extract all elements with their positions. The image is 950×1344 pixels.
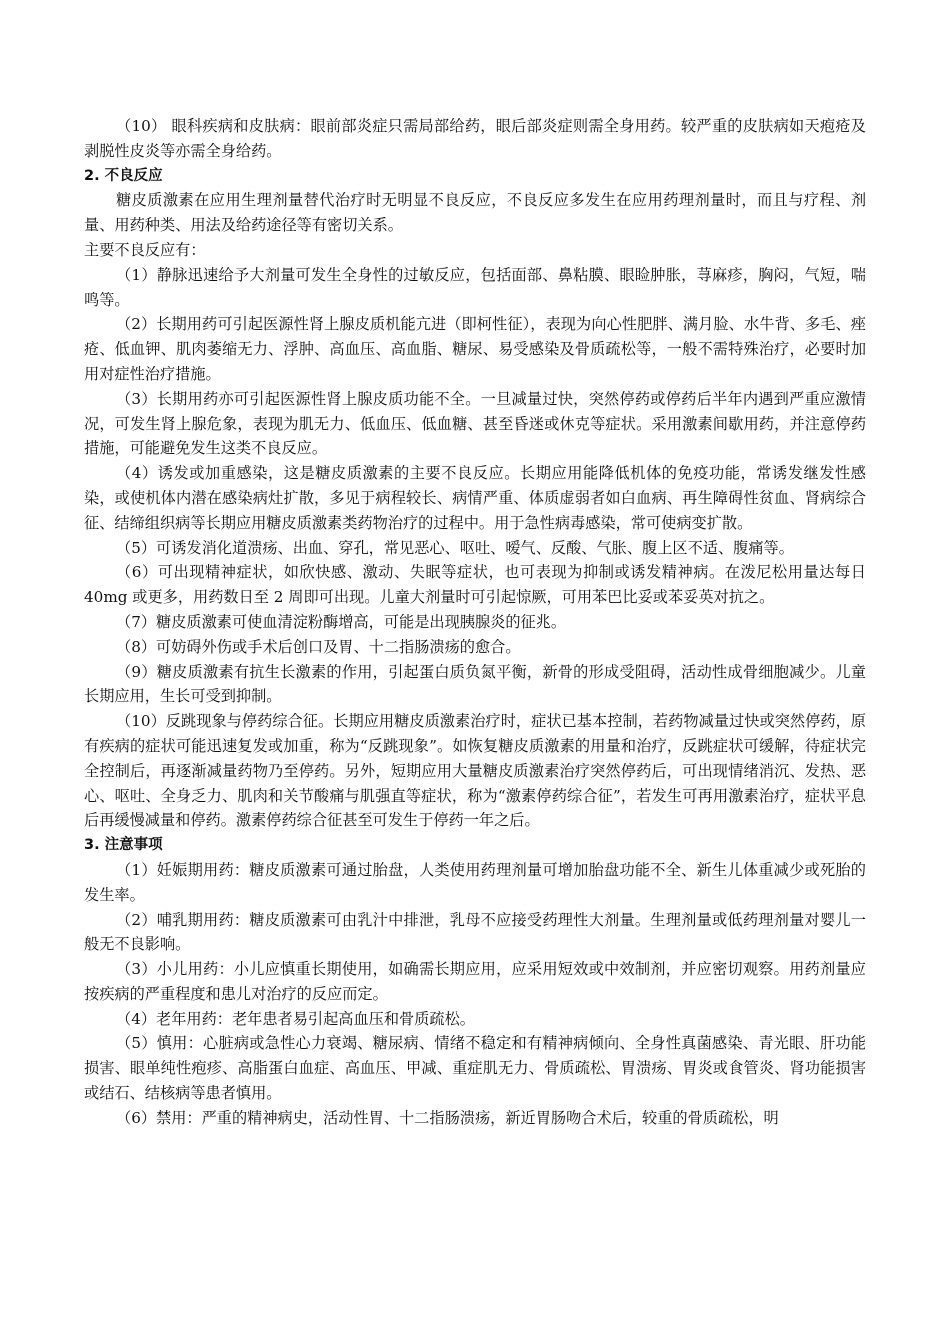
paragraph-adverse-lead: 主要不良反应有： [84,240,206,259]
adverse-item: （1）静脉迅速给予大剂量可发生全身性的过敏反应，包括面部、鼻粘膜、眼睑肿胀，荨麻疹，胸闷，气短，喘鸣等。 [84,265,866,309]
paragraph-adverse-intro: 糖皮质激素在应用生理剂量替代治疗时无明显不良反应，不良反应多发生在应用药理剂量时，而且与疗程、剂量、用药种类、用法及给药途径等有密切关系。 [84,191,866,235]
adverse-item: （4）诱发或加重感染，这是糖皮质激素的主要不良反应。长期应用能降低机体的免疫功能，常诱发继发性感染，或使机体内潜在感染病灶扩散，多见于病程较长、病情严重、体质虚弱者如白血病、再生障碍性贫血、肾病综合征、结缔组织病等长期应用糖皮质激素类药物治疗的过程中。用于急性病毒感染，常可使病变扩散。 [84,464,866,532]
adverse-item: （3）长期用药亦可引起医源性肾上腺皮质功能不全。一旦减量过快，突然停药或停药后半年内遇到严重应激情况，可发生肾上腺危象，表现为肌无力、低血压、低血糖、甚至昏迷或休克等症状。采用激素间歇用药，并注意停药措施，可能避免发生这类不良反应。 [84,389,866,458]
adverse-item: （8）可妨碍外伤或手术后创口及胃、十二指肠溃疡的愈合。 [116,637,521,656]
precaution-item: （2）哺乳期用药：糖皮质激素可由乳汁中排泄，乳母不应接受药理性大剂量。生理剂量或低药理剂量对婴儿一般无不良影响。 [84,910,866,954]
adverse-item: （5）可诱发消化道溃疡、出血、穿孔，常见恶心、呕吐、嗳气、反酸、气胀、腹上区不适、腹痛等。 [116,538,794,557]
precaution-item: （6）禁用：严重的精神病史，活动性胃、十二指肠溃疡，新近胃肠吻合术后，较重的骨质疏松，明 [116,1108,779,1127]
document-page [84,114,866,1131]
precaution-item: （1）妊娠期用药：糖皮质激素可通过胎盘，人类使用药理剂量可增加胎盘功能不全、新生儿体重减少或死胎的发生率。 [84,860,866,904]
adverse-item: （2）长期用药可引起医源性肾上腺皮质机能亢进（即柯性征），表现为向心性肥胖、满月脸、水牛背、多毛、痤疮、低血钾、肌肉萎缩无力、浮肿、高血压、高血脂、糖尿、易受感染及骨质疏松等，一般不需特殊治疗，必要时加用对症性治疗措施。 [84,315,866,383]
adverse-item: （10）反跳现象与停药综合征。长期应用糖皮质激素治疗时，症状已基本控制，若药物减量过快或突然停药，原有疾病的症状可能迅速复发或加重，称为“反跳现象”。如恢复糖皮质激素的用量和治疗，反跳症状可缓解，待症状完全控制后，再逐渐减量药物乃至停药。另外，短期应用大量糖皮质激素治疗突然停药后，可出现情绪消沉、发热、恶心、呕吐、全身乏力、肌肉和关节酸痛与肌强直等症状，称为“激素停药综合征”，若发生可再用激素治疗，症状平息后再缓慢减量和停药。激素停药综合征甚至可发生于停药一年之后。 [84,712,866,830]
paragraph-eye-skin-disease: （10） 眼科疾病和皮肤病：眼前部炎症只需局部给药，眼后部炎症则需全身用药。较严重的皮肤病如天疱疮及剥脱性皮炎等亦需全身给药。 [84,117,866,160]
heading-adverse-reactions: 2. 不良反应 [84,167,163,184]
adverse-item: （7）糖皮质激素可使血清淀粉酶增高，可能是出现胰腺炎的征兆。 [116,612,567,631]
adverse-item: （9）糖皮质激素有抗生长激素的作用，引起蛋白质负氮平衡，新骨的形成受阻碍，活动性成骨细胞减少。儿童长期应用，生长可受到抑制。 [84,662,866,706]
precaution-item: （4）老年用药：老年患者易引起高血压和骨质疏松。 [116,1009,475,1028]
heading-precautions: 3. 注意事项 [84,837,163,854]
precaution-item: （3）小儿用药：小儿应慎重长期使用，如确需长期应用，应采用短效或中效制剂，并应密切观察。用药剂量应按疾病的严重程度和患儿对治疗的反应而定。 [84,960,866,1003]
precaution-item: （5）慎用：心脏病或急性心力衰竭、糖尿病、情绪不稳定和有精神病倾向、全身性真菌感染、青光眼、肝功能损害、眼单纯性疱疹、高脂蛋白血症、高血压、甲减、重症肌无力、骨质疏松、胃溃疡、胃炎或食管炎、肾功能损害或结石、结核病等患者慎用。 [84,1034,866,1103]
adverse-item: （6）可出现精神症状，如欣快感、激动、失眠等症状，也可表现为抑制或诱发精神病。在泼尼松用量达每日 40mg 或更多，用药数日至 2 周即可出现。儿童大剂量时可引起惊厥，可用苯巴比妥或苯妥英对抗之。 [84,563,866,607]
